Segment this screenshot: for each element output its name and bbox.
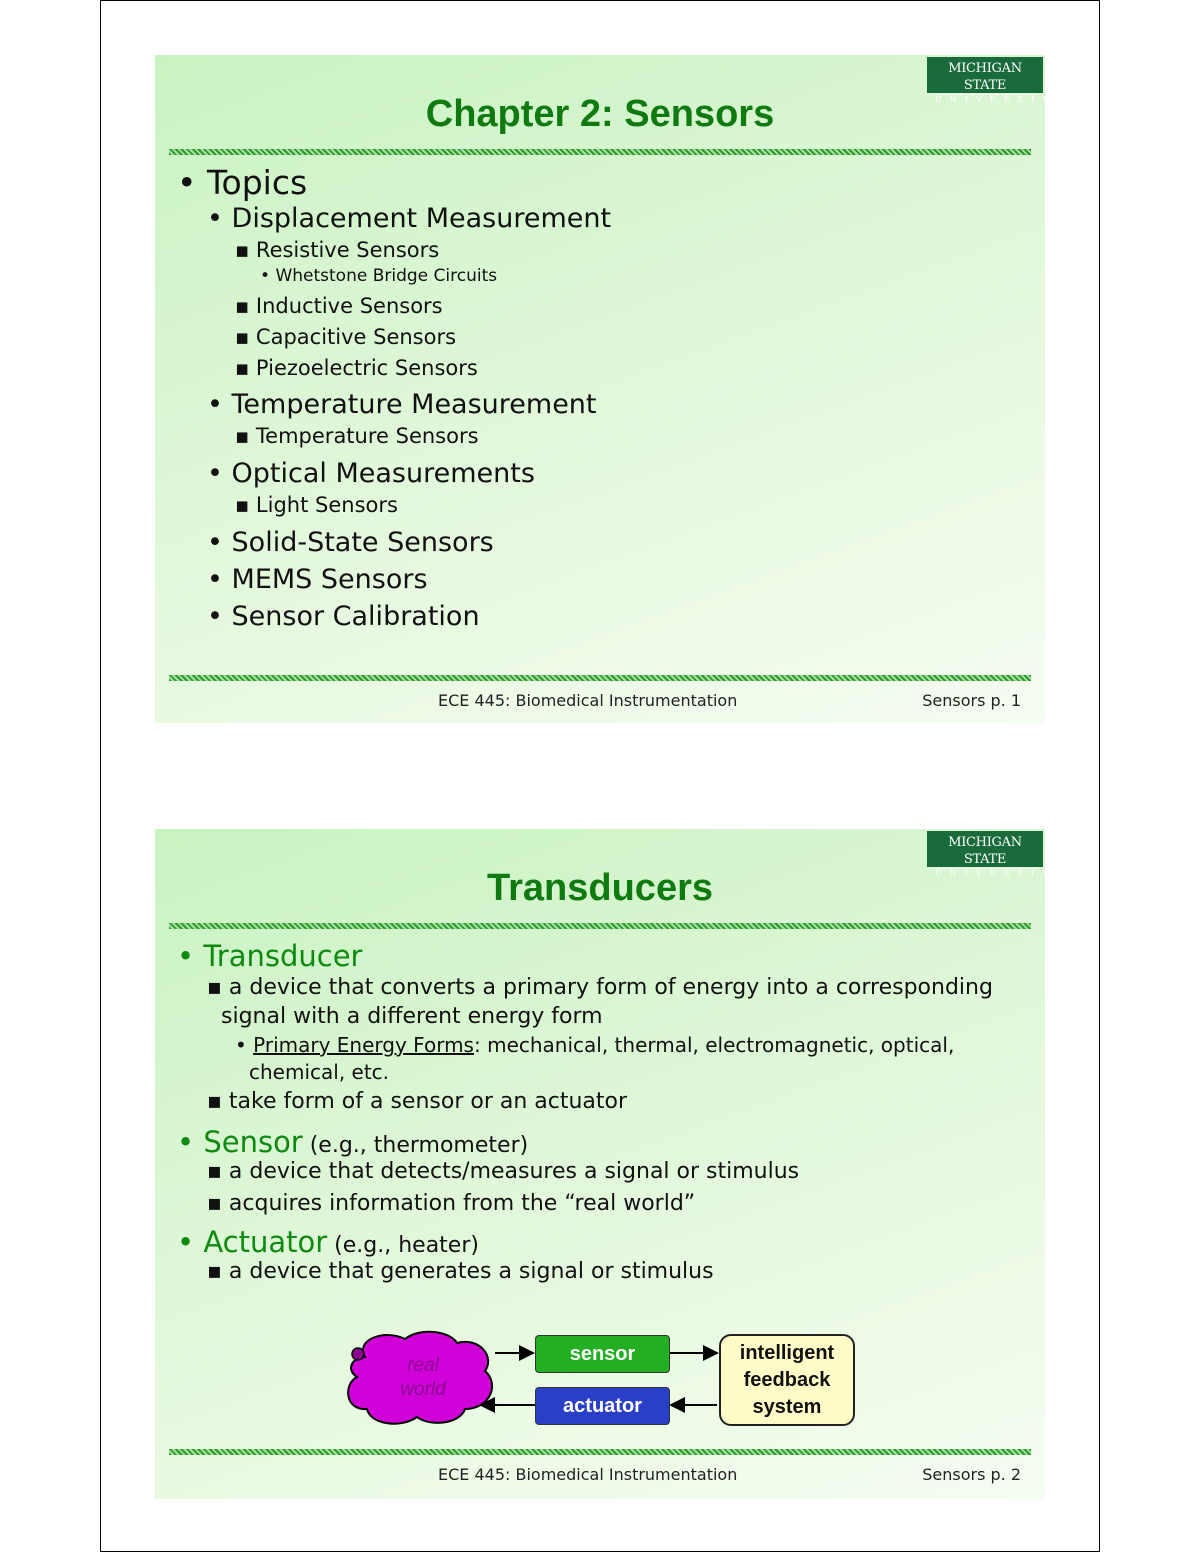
bottom-divider	[169, 675, 1031, 681]
footer-page-number: Sensors p. 1	[922, 691, 1021, 710]
list-item: ▪ a device that generates a signal or stimulus	[207, 1259, 714, 1284]
university-logo	[927, 57, 1069, 104]
top-divider	[169, 149, 1031, 155]
slide-2	[155, 829, 1069, 1499]
list-item: ▪ acquires information from the “real world”	[207, 1191, 696, 1216]
list-item: ▪ Inductive Sensors	[235, 294, 443, 318]
list-item: ▪ a device that converts a primary form of energy into a corresponding	[207, 975, 993, 1000]
list-item: • Topics	[177, 163, 308, 202]
logo-line-1: MICHIGAN STATE	[948, 61, 1022, 93]
transducer-diagram	[345, 1329, 865, 1429]
university-logo	[927, 831, 1069, 878]
list-item-continuation: chemical, etc.	[249, 1060, 390, 1084]
list-item: ▪ Temperature Sensors	[235, 424, 479, 448]
list-item: • MEMS Sensors	[207, 564, 428, 595]
list-item-continuation: signal with a different energy form	[221, 1004, 603, 1029]
energy-forms-label: Primary Energy Forms	[253, 1033, 474, 1057]
footer-course: ECE 445: Biomedical Instrumentation	[438, 1465, 738, 1484]
slide-1	[155, 55, 1069, 723]
footer-course: ECE 445: Biomedical Instrumentation	[438, 691, 738, 710]
list-item: ▪ a device that detects/measures a signal or stimulus	[207, 1159, 800, 1184]
list-item: • Temperature Measurement	[207, 389, 597, 420]
term-transducer: • Transducer	[177, 939, 363, 973]
sensor-box: sensor	[535, 1335, 670, 1373]
page-frame-1	[100, 0, 1100, 777]
list-item: • Sensor Calibration	[207, 601, 480, 632]
feedback-system-box: intelligent feedback system	[719, 1334, 855, 1426]
list-item: • Whetstone Bridge Circuits	[260, 266, 498, 286]
list-item: ▪ take form of a sensor or an actuator	[207, 1089, 628, 1114]
logo-line-2: UNIVERSITY	[935, 869, 1069, 878]
list-item: • Solid-State Sensors	[207, 527, 494, 558]
page-frame-2	[100, 775, 1100, 1552]
bottom-divider	[169, 1449, 1031, 1455]
slide-title: Transducers	[487, 867, 713, 909]
list-item: ▪ Resistive Sensors	[235, 238, 440, 262]
cloud-dot	[352, 1348, 364, 1360]
list-item: • Optical Measurements	[207, 458, 535, 489]
actuator-box: actuator	[535, 1387, 670, 1425]
logo-line-2: UNIVERSITY	[935, 95, 1069, 104]
logo-line-1: MICHIGAN STATE	[948, 835, 1022, 867]
top-divider	[169, 923, 1031, 929]
list-item: • Displacement Measurement	[207, 203, 612, 234]
list-item: ▪ Capacitive Sensors	[235, 325, 457, 349]
topics-list	[177, 163, 611, 638]
footer-page-number: Sensors p. 2	[922, 1465, 1021, 1484]
term-actuator: • Actuator (e.g., heater)	[177, 1225, 479, 1259]
real-world-label: real world	[400, 1355, 446, 1400]
slide-title: Chapter 2: Sensors	[425, 93, 775, 135]
list-item: • Primary Energy Forms: mechanical, thermal, electromagnetic, optical,	[235, 1033, 955, 1057]
term-sensor: • Sensor (e.g., thermometer)	[177, 1125, 529, 1159]
list-item: ▪ Light Sensors	[235, 493, 398, 517]
list-item: ▪ Piezoelectric Sensors	[235, 356, 478, 380]
transducer-content	[177, 939, 993, 1291]
